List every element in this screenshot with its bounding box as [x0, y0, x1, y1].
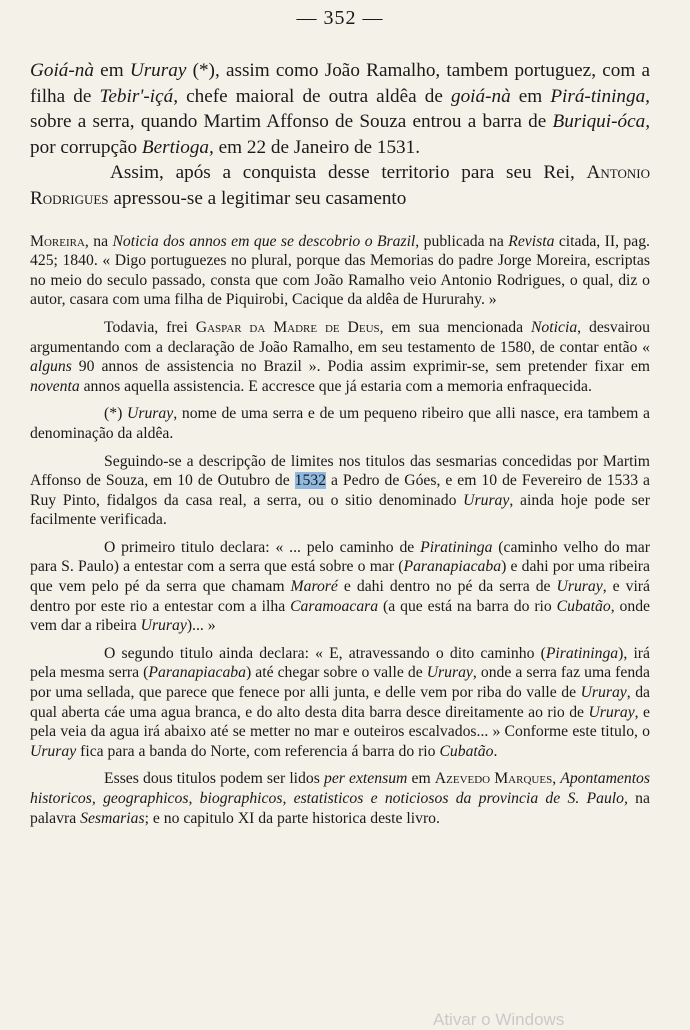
text-run: annos aquella assistencia. E accresce que já estaria com a memoria enfraquecida.: [79, 377, 592, 395]
text-run: citada, II, pag. 425; 1840. « Digo portuguezes no plural, porque das Memorias do padre Jorge Moreira, escriptas no meio do seculo passado, consta que com João Ramalho veio Antonio Rodrigues, o qual, diz o autor, casara com uma filha de Piquirobi, Cacique da aldêa de Hururahy. »: [30, 232, 650, 309]
italic-text: Piratininga: [545, 644, 619, 662]
footnote-paragraph-2: [30, 318, 650, 396]
italic-text: Ururay: [127, 405, 174, 423]
text-run: a Pedro de Góes, e em 10 de Fevereiro de 1533 a Ruy Pinto, fidalgos da casa real, a serra, ou o sitio denominado: [30, 472, 650, 509]
text-run: O segundo titulo ainda declara: « E, atravessando o dito caminho (: [104, 644, 546, 662]
book-page: [30, 0, 650, 828]
italic-text: Maroré: [290, 578, 338, 596]
italic-text: Apontamentos historicos, geographicos, biographicos, estatisticos e noticiosos da provincia de S. Paulo,: [30, 770, 651, 807]
text-run: em: [93, 60, 130, 81]
text-run: , da qual aberta cáe uma agua branca, e do alto desta dita barra desce direitamente ao rio de: [30, 684, 650, 721]
text-run: e dahi dentro no pé da serra de: [337, 578, 557, 596]
italic-text: Buriqui-óca,: [552, 111, 650, 133]
footnote-paragraph-7: [30, 769, 650, 828]
text-run: por corrupção: [30, 136, 142, 158]
text-run: (a que está na barra do rio: [378, 597, 557, 615]
text-run: fica para a banda do Norte, com referencia á barra do rio: [76, 742, 440, 760]
text-run: .: [493, 742, 498, 760]
highlighted-text: 1532: [294, 472, 327, 490]
text-run: ,: [552, 770, 561, 788]
italic-text: Tebir'-içá,: [99, 85, 179, 107]
text-run: ; e no capitulo XI da parte historica deste livro.: [144, 809, 440, 827]
text-run: O primeiro titulo declara: « ... pelo caminho de: [104, 538, 421, 556]
text-run: em: [510, 85, 551, 107]
footnote-paragraph-5: [30, 538, 650, 636]
smallcaps-text: Antonio Rodrigues: [30, 162, 650, 209]
text-run: , publicada na: [415, 232, 509, 250]
footnote-paragraph-6: [30, 644, 650, 762]
text-run: Esses dous titulos podem ser lidos: [104, 770, 324, 788]
text-run: , na: [84, 232, 113, 250]
main-paragraph-2: [30, 160, 650, 211]
footnote-paragraph-3: [30, 404, 650, 443]
text-run: em 22 de Janeiro de 1531.: [213, 136, 421, 158]
text-run: , desvairou argumentando com a declaração de João Ramalho, em seu testamento de 1580, de contar então «: [30, 318, 650, 356]
italic-text: Sesmarias: [80, 809, 145, 827]
italic-text: per extensum: [323, 770, 408, 788]
text-run: sobre a serra, quando Martim Affonso de Souza entrou a barra de: [30, 111, 553, 133]
italic-text: Paranapiacaba: [148, 664, 246, 682]
text-run: (*): [104, 405, 128, 423]
text-run: 90 annos de assistencia no Brazil ». Podia assim exprimir-se, sem pretender fixar em: [71, 358, 650, 376]
smallcaps-text: Moreira: [30, 232, 85, 250]
italic-text: Goiá-nà: [30, 60, 94, 81]
italic-text: Revista: [508, 232, 555, 250]
italic-text: Cubatão: [556, 597, 611, 615]
italic-text: Ururay: [30, 742, 77, 760]
text-run: Assim, após a conquista desse territorio para seu Rei,: [110, 162, 587, 184]
text-run: , nome de uma serra e de um pequeno ribeiro que alli nasce, era tambem a denominação da aldêa.: [30, 405, 650, 442]
italic-text: Caramoacara: [290, 597, 379, 615]
italic-text: Pirá-tininga,: [550, 85, 650, 107]
text-run: Seguindo-se a descripção de limites nos titulos das sesmarias concedidas por Martim Affonso de Souza, em 10 de Outubro de: [30, 452, 650, 490]
italic-text: goiá-nà: [450, 85, 511, 107]
italic-text: noventa: [30, 377, 80, 395]
italic-text: Ururay: [588, 703, 635, 721]
text-run: , e pela veia da agua irá abaixo até se metter no mar e outeiros escalvados... » Conforme este titulo, o: [30, 703, 650, 741]
italic-text: Noticia: [530, 318, 578, 336]
italic-text: Noticia dos annos em que se descobrio o Brazil: [112, 232, 416, 250]
italic-text: Ururay: [140, 617, 187, 635]
text-run: , ainda hoje pode ser facilmente verificada.: [30, 491, 650, 529]
text-run: , onde vem dar a ribeira: [30, 597, 650, 635]
page-number: — 352 —: [296, 7, 384, 29]
italic-text: Ururay: [129, 60, 187, 81]
text-run: Todavia, frei: [104, 318, 196, 336]
italic-text: Bertioga,: [141, 136, 214, 158]
text-run: apressou-se a legitimar seu casamento: [108, 187, 407, 209]
text-run: chefe maioral de outra aldêa de: [178, 85, 451, 107]
text-run: , onde a serra faz uma fenda por uma sellada, que parece que fenece por alli junta, e delle vem por riba do valle de: [30, 664, 650, 702]
footnotes: [30, 232, 650, 829]
footnote-paragraph-4: [30, 452, 650, 530]
windows-activation-watermark: Ativar o Windows: [433, 1010, 565, 1029]
italic-text: Ururay: [580, 684, 627, 702]
italic-text: Cubatão: [439, 742, 494, 760]
text-run: ), irá pela mesma serra (: [30, 644, 650, 682]
italic-text: Ururay: [556, 578, 603, 596]
text-run: )... »: [186, 617, 216, 635]
text-run: ) e dahi por uma ribeira que vem pelo pé da serra que chamam: [30, 558, 650, 596]
smallcaps-text: Azevedo Marques: [434, 770, 553, 788]
italic-text: Paranapiacaba: [403, 558, 502, 576]
text-run: (caminho velho do mar para S. Paulo) a entestar com a serra que está sobre o mar (: [30, 538, 650, 576]
text-run: , em sua mencionada: [379, 318, 531, 336]
text-run: ) até chegar sobre o valle de: [246, 664, 427, 682]
main-paragraph-1: [30, 58, 650, 160]
text-run: (*), assim como João Ramalho, tambem portuguez, com a filha de: [30, 60, 650, 107]
main-text: [30, 58, 650, 212]
smallcaps-text: Gaspar da Madre de Deus: [195, 318, 380, 336]
italic-text: Ururay: [463, 491, 510, 509]
text-run: em: [407, 770, 435, 788]
italic-text: alguns: [30, 358, 72, 376]
text-run: na palavra: [30, 790, 650, 827]
italic-text: Piratininga: [420, 538, 493, 556]
italic-text: Ururay: [426, 664, 473, 682]
text-run: , e virá dentro por este rio a entestar com a ilha: [30, 578, 650, 615]
footnote-paragraph-1: [30, 232, 650, 310]
